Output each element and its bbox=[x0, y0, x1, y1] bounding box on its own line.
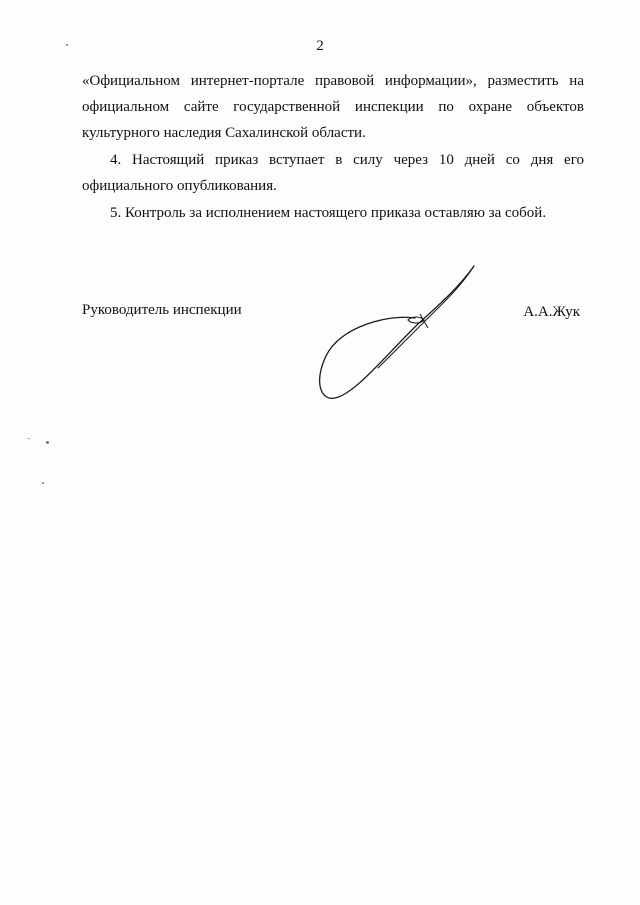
scan-speck bbox=[42, 482, 44, 484]
signer-position: Руководитель инспекции bbox=[82, 302, 242, 318]
scan-speck bbox=[66, 44, 68, 46]
paragraph-5: 5. Контроль за исполнением настоящего приказа оставляю за собой. bbox=[110, 205, 547, 221]
paragraph-3-line-3: культурного наследия Сахалинской области. bbox=[82, 125, 366, 141]
signer-name: А.А.Жук bbox=[523, 304, 580, 320]
scan-speck bbox=[46, 441, 49, 444]
page-number: 2 bbox=[316, 38, 324, 54]
scan-speck bbox=[28, 438, 30, 439]
paragraph-3-line-1: «Официальном интернет-портале правовой информации», разместить на bbox=[82, 73, 584, 89]
paragraph-4-line-2: официального опубликования. bbox=[82, 178, 277, 194]
paragraph-4-line-1: 4. Настоящий приказ вступает в силу через 10 дней со дня его bbox=[110, 152, 584, 168]
handwritten-signature bbox=[300, 256, 500, 416]
paragraph-3-line-2: официальном сайте государственной инспекции по охране объектов bbox=[82, 99, 584, 115]
